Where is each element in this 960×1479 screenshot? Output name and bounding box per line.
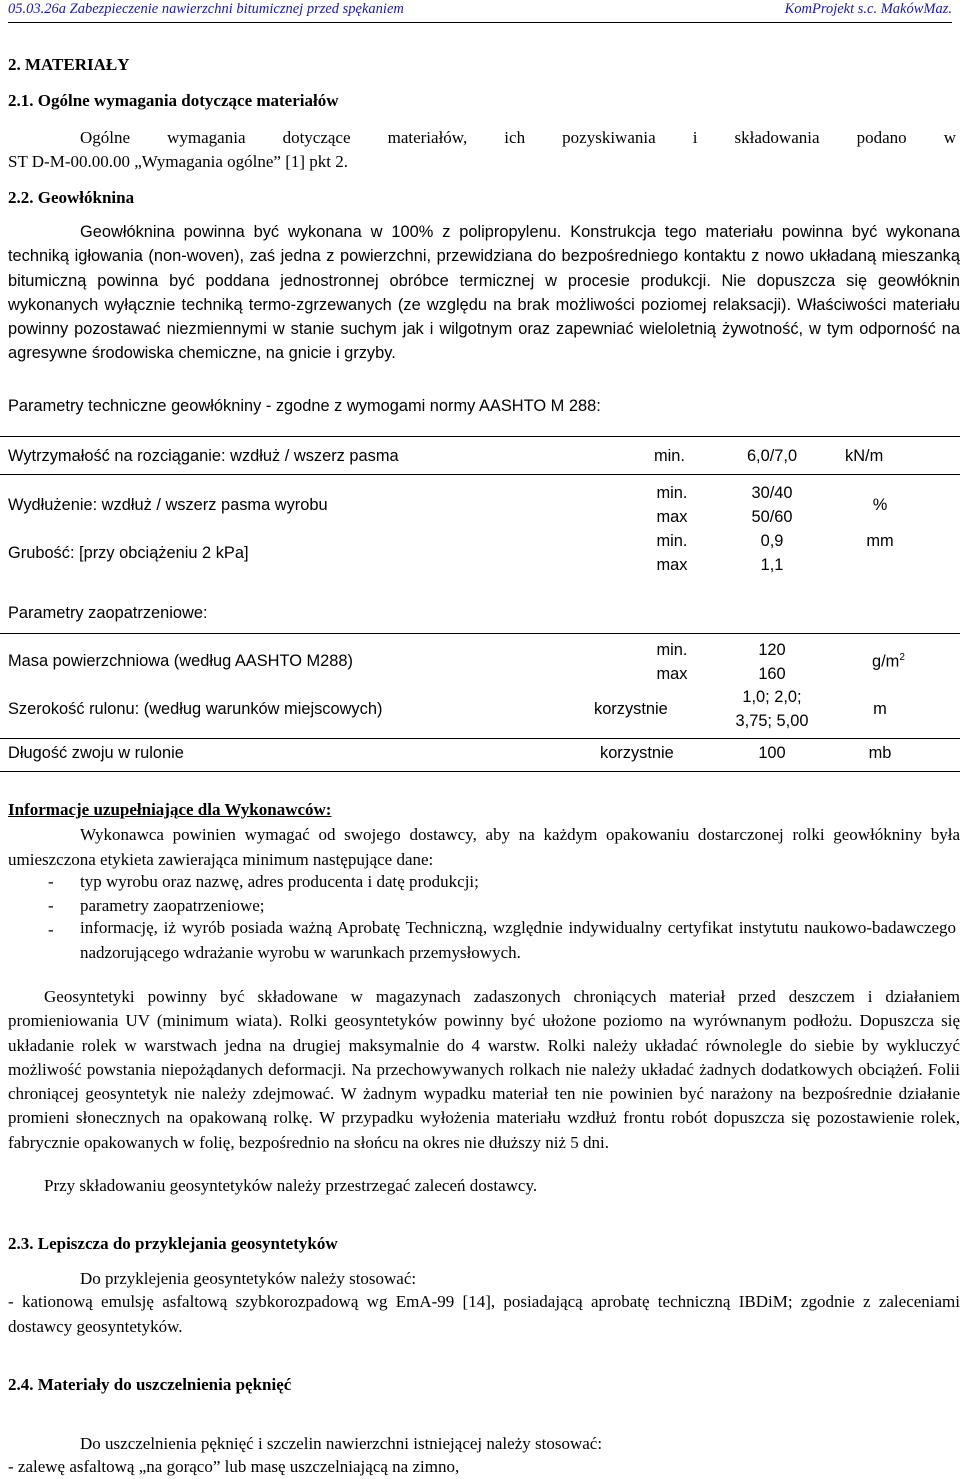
header-document-title: 05.03.26a Zabezpieczenie nawierzchni bitumicznej przed spękaniem — [8, 1, 404, 17]
roll-width-label: Szerokość rulonu: (według warunków miejscowych) — [8, 700, 383, 718]
roll-width-values-1: 1,0; 2,0; — [742, 688, 802, 706]
s21-line1: Ogólne wymagania dotyczące materiałów, ich pozyskiwania i składowania podano w — [80, 128, 956, 147]
elongation-unit: % — [872, 496, 888, 514]
info-intro-text: Wykonawca powinien wymagać od swojego dostawcy, aby na każdym opakowaniu dostarczonej rolki geowłókniny była umieszczona etykieta zawierająca minimum następujące dane: — [8, 825, 960, 869]
info-item-1: typ wyrobu oraz nazwę, adres producenta i datę produkcji; — [80, 872, 479, 891]
info-dash-1: - — [48, 872, 54, 891]
section-2-2-title: 2.2. Geowłóknina — [8, 188, 135, 207]
adhesive-intro: Do przyklejenia geosyntetyków należy stosować: — [80, 1269, 417, 1288]
thickness-unit: mm — [866, 532, 894, 550]
technical-parameters-table — [0, 436, 960, 585]
mass-value-min: 120 — [758, 641, 786, 659]
elongation-label: Wydłużenie: wzdłuż / wszerz pasma wyrobu — [8, 496, 328, 514]
geotextile-description — [8, 220, 960, 366]
info-title: Informacje uzupełniające dla Wykonawców: — [8, 800, 332, 819]
elongation-cond-max: max — [656, 508, 688, 526]
section-2-3-title: 2.3. Lepiszcza do przyklejania geosyntetyków — [8, 1234, 338, 1253]
roll-length-cond: korzystnie — [600, 744, 674, 762]
section-title-materials: 2. MATERIAŁY — [8, 55, 130, 74]
roll-width-cond: korzystnie — [594, 700, 668, 718]
info-dash-3: - — [48, 920, 54, 939]
mass-unit-exponent: 2 — [899, 652, 905, 663]
crack-sealing-item: - zalewę asfaltową „na gorąco” lub masę uszczelniającą na zimno, — [8, 1457, 460, 1476]
page-header — [8, 0, 952, 23]
roll-width-values-2: 3,75; 5,00 — [735, 712, 809, 730]
tensile-strength-label: Wytrzymałość na rozciąganie: wzdłuż / wszerz pasma — [8, 447, 399, 465]
tensile-strength-cond: min. — [654, 447, 685, 465]
tensile-strength-unit: kN/m — [845, 447, 884, 465]
section-2-1-title: 2.1. Ogólne wymagania dotyczące materiałów — [8, 91, 339, 110]
elongation-cond-min: min. — [656, 484, 688, 502]
header-company: KomProjekt s.c. MakówMaz. — [784, 1, 952, 17]
table1-divider — [0, 474, 960, 475]
info-intro — [8, 823, 960, 872]
mass-unit-base: g/m — [872, 652, 900, 671]
params-intro: Parametry techniczne geowłókniny - zgodne z wymogami normy AASHTO M 288: — [8, 397, 601, 415]
roll-length-value: 100 — [758, 744, 786, 762]
table2-divider — [0, 738, 960, 739]
supply-parameters-table — [0, 633, 960, 772]
info-item-3: informację, iż wyrób posiada ważną Aprobatę Techniczną, względnie indywidualny certyfikat instytutu naukowo-badawczego nadzorującego wdrażanie wyrobu w warunkach przemysłowych. — [80, 918, 956, 962]
roll-length-label: Długość zwoju w rulonie — [8, 744, 184, 762]
thickness-label: Grubość: [przy obciążeniu 2 kPa] — [8, 544, 249, 562]
s21-line2: ST D-M-00.00.00 „Wymagania ogólne” [1] pkt 2. — [8, 152, 349, 171]
mass-value-max: 160 — [758, 665, 786, 683]
storage-supplier-note: Przy składowaniu geosyntetyków należy przestrzegać zaleceń dostawcy. — [44, 1176, 538, 1195]
info-item-2: parametry zaopatrzeniowe; — [80, 896, 265, 915]
thickness-cond-max: max — [656, 556, 688, 574]
info-dash-2: - — [48, 896, 54, 915]
thickness-value-min: 0,9 — [760, 532, 784, 550]
mass-label: Masa powierzchniowa (według AASHTO M288) — [8, 652, 353, 670]
roll-length-unit: mb — [868, 744, 892, 762]
section-2-4-title: 2.4. Materiały do uszczelnienia pęknięć — [8, 1375, 292, 1394]
mass-cond-min: min. — [656, 641, 688, 659]
storage-paragraph — [8, 985, 960, 1155]
thickness-value-max: 1,1 — [760, 556, 784, 574]
supply-params-intro: Parametry zaopatrzeniowe: — [8, 604, 208, 622]
storage-text: Geosyntetyki powinny być składowane w magazynach zadaszonych chroniących materiał przed deszczem i działaniem promieniowania UV (minimum wiata). Rolki geosyntetyków powinny być ułożone poziomo na wyrównanym podłożu. Dopuszcza się układanie rolek w warstwach jedna na drugiej maksymalnie do 4 warstw. Rolki należy układać równolegle do siebie by wykluczyć możliwość powstania niepożądanych deformacji. Na przechowywanych rolkach nie należy układać żadnych dodatkowych obciążeń. Folii chroniącej geosyntetyk nie należy zdejmować. W żadnym wypadku materiał ten nie powinien być narażony na bezpośrednie działanie promieni słonecznych na opakowaną rolkę. W przypadku wyłożenia materiału wzdłuż frontu robót dopuszcza się pozostawienie rolek, fabrycznie opakowanych w folię, bezpośrednio na słońcu na okres nie dłuższy niż 5 dni. — [8, 987, 960, 1152]
tensile-strength-value: 6,0/7,0 — [746, 447, 798, 465]
elongation-value-min: 30/40 — [751, 484, 793, 502]
thickness-cond-min: min. — [656, 532, 688, 550]
mass-unit — [872, 652, 905, 671]
crack-sealing-intro: Do uszczelnienia pęknięć i szczelin nawierzchni istniejącej należy stosować: — [80, 1434, 603, 1453]
geotextile-para1: Geowłóknina powinna być wykonana w 100% z polipropylenu. Konstrukcja tego materiału powinna być wykonana techniką igłowania (non-woven), zaś jedna z powierzchni, przewidziana do bezpośredniego kontaktu z nowo układaną mieszanką bitumiczną powinna być poddana jednostronnej obróbce termicznej w procesie produkcji. — [8, 223, 960, 290]
adhesive-item: - kationową emulsję asfaltową szybkorozpadową wg EmA-99 [14], posiadającą aprobatę techniczną IBDiM; zgodnie z zaleceniami dostawcy geosyntetyków. — [8, 1292, 960, 1336]
mass-cond-max: max — [656, 665, 688, 683]
geotextile-para2: Nie dopuszcza się geowłóknin wykonanych wyłącznie techniką termo-zgrzewanych (ze względu na brak możliwości poziomej relaksacji). Właściwości materiału powinny pozostawać niezmiennymi w stanie suchym jak i wilgotnym oraz zapewniać wieloletnią żywotność, w tym odporność na agresywne środowiska chemiczne, na gnicie i grzyby. — [8, 271, 960, 363]
roll-width-unit: m — [873, 700, 887, 718]
elongation-value-max: 50/60 — [751, 508, 793, 526]
